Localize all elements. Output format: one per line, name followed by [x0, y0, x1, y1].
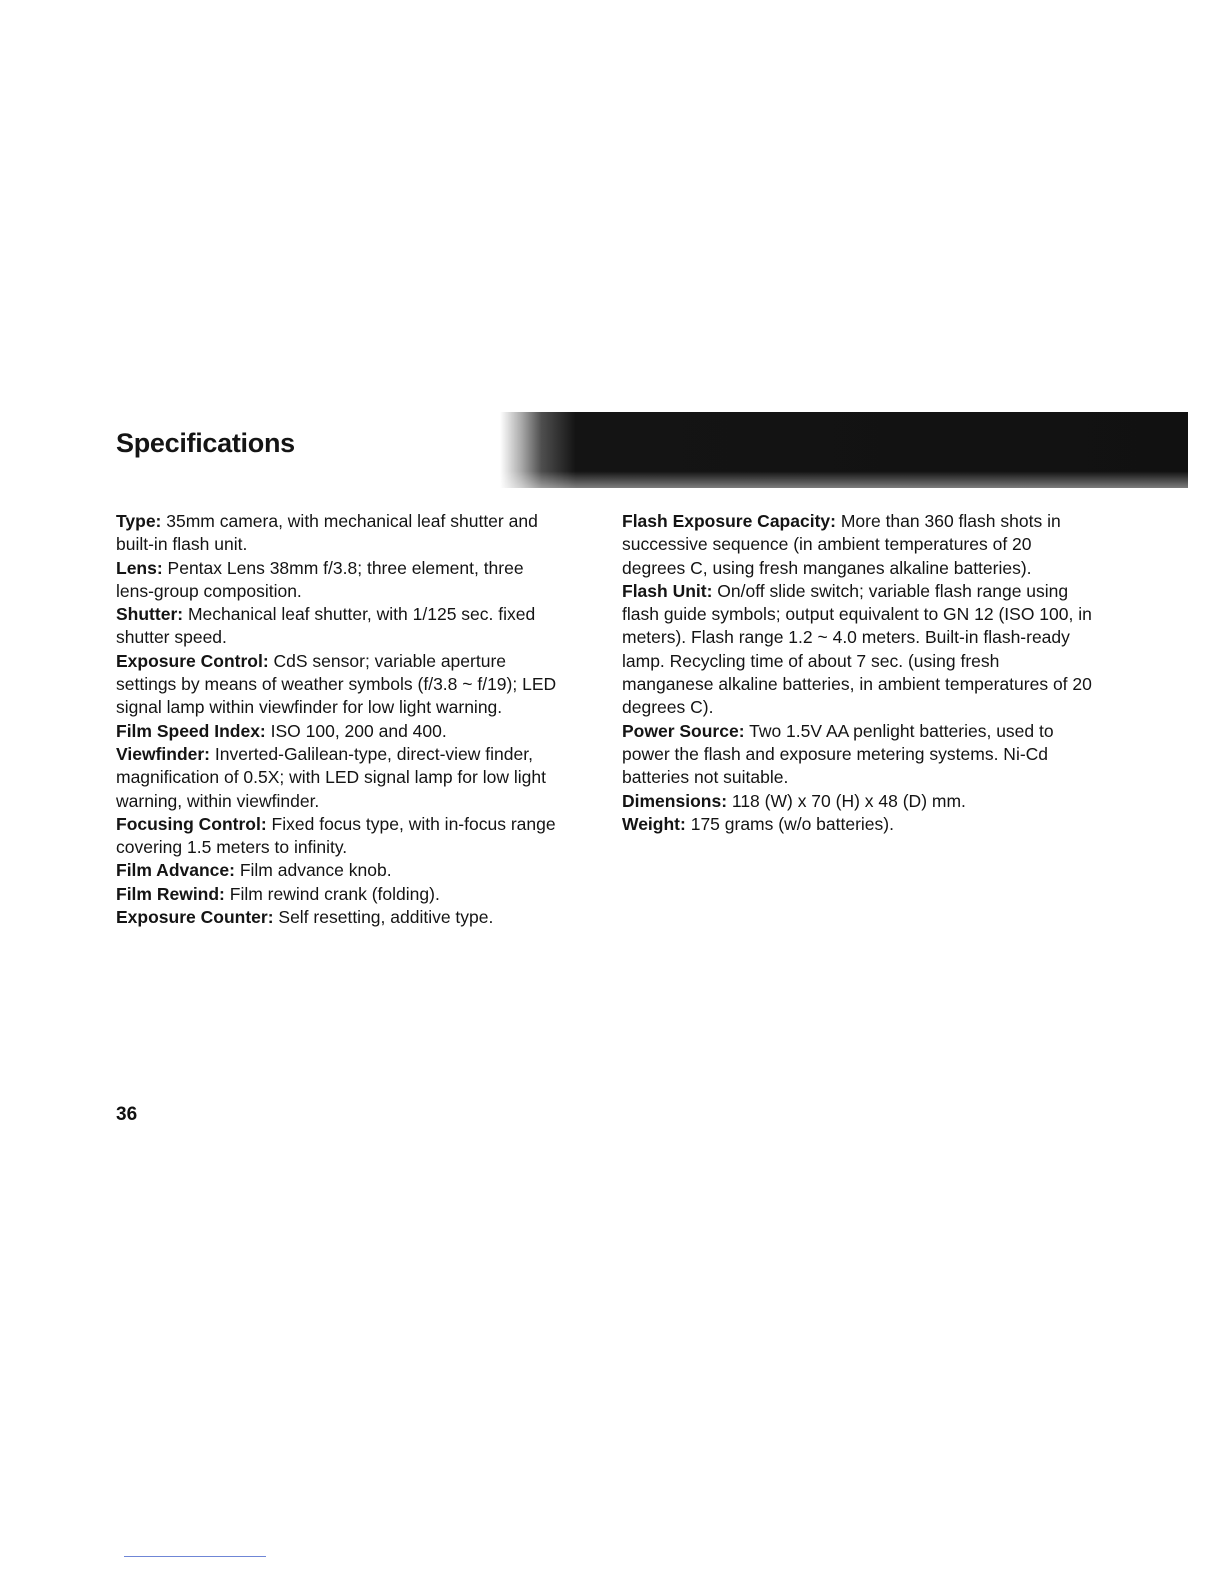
spec-label: Exposure Control:	[116, 650, 269, 671]
spec-label: Viewfinder:	[116, 743, 211, 764]
spec-label: Flash Unit:	[622, 580, 713, 601]
spec-shutter	[116, 603, 566, 650]
spec-value: Two 1.5V AA penlight batteries, used to power the flash and exposure metering systems. Ni-Cd batteries not suitable.	[622, 720, 1054, 788]
page-title: Specifications	[116, 428, 295, 458]
spec-value: On/off slide switch; variable flash range using flash guide symbols; output equivalent to GN 12 (ISO 100, in meters). Flash range 1.2 ~ 4.0 meters. Built-in flash-ready lamp. Recycling time of about 7 sec. (using fresh manganese alkaline batteries, in ambient temperatures of 20 degrees C).	[622, 580, 1092, 718]
spec-value: More than 360 flash shots in successive sequence (in ambient temperatures of 20 degrees C, using fresh manganes alkaline batteries).	[622, 511, 1061, 578]
spec-value: 175 grams (w/o batteries).	[685, 813, 894, 834]
spec-viewfinder	[116, 743, 566, 813]
spec-weight	[622, 813, 1092, 836]
spec-film-speed-index	[116, 720, 566, 743]
spec-label: Type:	[116, 511, 162, 531]
spec-value: 35mm camera, with mechanical leaf shutter and built-in flash unit.	[116, 511, 538, 555]
spec-label: Flash Exposure Capacity:	[622, 511, 836, 531]
spec-label: Focusing Control:	[116, 813, 267, 834]
spec-value: 118 (W) x 70 (H) x 48 (D) mm.	[727, 790, 966, 811]
spec-value: Inverted-Galilean-type, direct-view finder, magnification of 0.5X; with LED signal lamp for low light warning, within viewfinder.	[116, 743, 546, 811]
bottom-rule	[124, 1556, 266, 1557]
spec-label: Weight:	[622, 813, 686, 834]
spec-label: Lens:	[116, 557, 163, 578]
spec-film-advance	[116, 859, 566, 882]
spec-exposure-control	[116, 650, 566, 720]
spec-value: Pentax Lens 38mm f/3.8; three element, three lens-group composition.	[116, 557, 524, 601]
spec-power-source	[622, 720, 1092, 790]
spec-column-right	[622, 510, 1092, 836]
spec-film-rewind	[116, 883, 566, 906]
spec-label: Exposure Counter:	[116, 907, 274, 928]
spec-column-left	[116, 510, 566, 929]
spec-label: Film Speed Index:	[116, 720, 266, 741]
spec-value: Film advance knob.	[234, 860, 392, 881]
spec-value: ISO 100, 200 and 400.	[265, 720, 447, 741]
spec-label: Film Advance:	[116, 860, 235, 881]
spec-label: Dimensions:	[622, 790, 728, 811]
spec-lens	[116, 557, 566, 604]
spec-value: Film rewind crank (folding).	[224, 883, 440, 904]
spec-exposure-counter	[116, 906, 566, 929]
spec-label: Film Rewind:	[116, 883, 225, 904]
header-bar	[500, 412, 1188, 488]
spec-value: Self resetting, additive type.	[273, 907, 494, 928]
spec-flash-unit	[622, 580, 1092, 720]
spec-type	[116, 510, 566, 557]
page-number: 36	[116, 1104, 138, 1125]
spec-dimensions	[622, 790, 1092, 813]
spec-value: Fixed focus type, with in-focus range covering 1.5 meters to infinity.	[116, 813, 556, 858]
spec-label: Shutter:	[116, 604, 184, 625]
spec-label: Power Source:	[622, 720, 745, 741]
spec-value: CdS sensor; variable aperture settings by means of weather symbols (f/3.8 ~ f/19); LED signal lamp within viewfinder for low light warning.	[116, 650, 557, 718]
spec-value: Mechanical leaf shutter, with 1/125 sec. fixed shutter speed.	[116, 604, 536, 648]
spec-flash-exposure-capacity	[622, 510, 1092, 580]
spec-focusing-control	[116, 813, 566, 860]
